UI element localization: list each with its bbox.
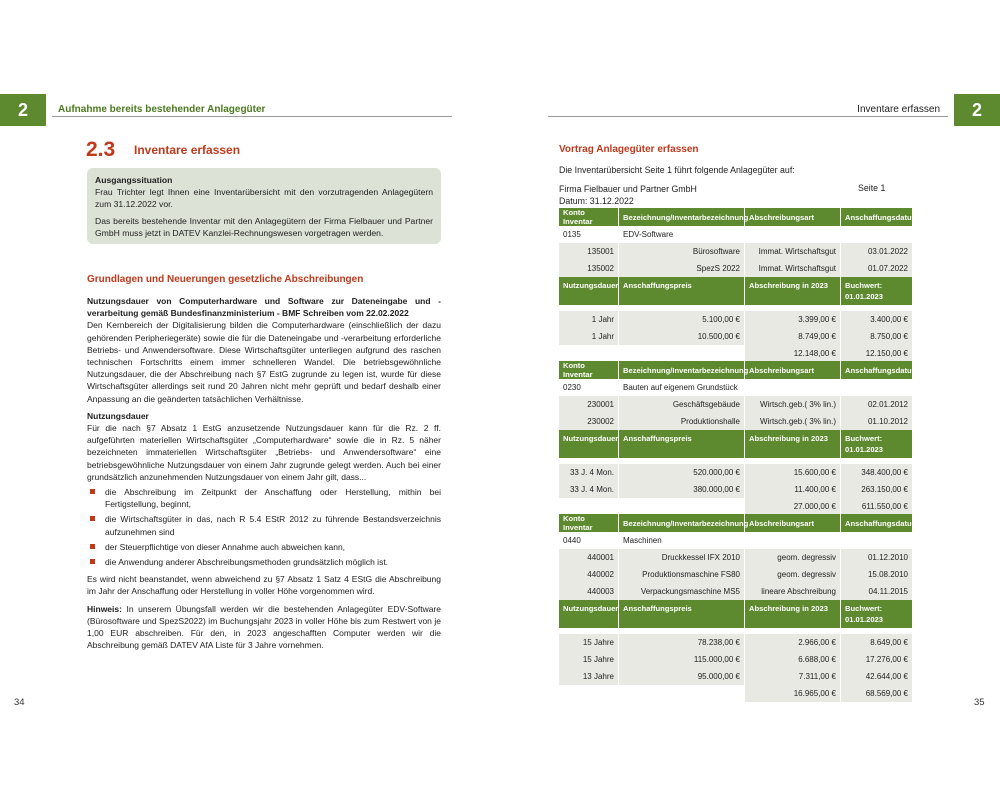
- cell: 15.08.2010: [841, 566, 913, 583]
- bullet-list: [87, 486, 441, 568]
- list-item: [87, 541, 441, 553]
- account-name: Maschinen: [619, 532, 913, 549]
- cell: 1 Jahr: [559, 328, 619, 345]
- cell: 3.399,00 €: [745, 311, 841, 328]
- table-row: [559, 413, 913, 430]
- col-header: Abschreibungsart: [745, 208, 841, 226]
- list-item-text: die Wirtschaftsgüter in das, nach R 5.4 EStR 2012 zu führende Bestandsverzeichnis aufzunehmen sind: [105, 514, 441, 537]
- list-item-text: die Abschreibung im Zeitpunkt der Anschaffung oder Herstellung, mithin bei Fertigstellung, beginnt,: [105, 487, 441, 510]
- cell: 5.100,00 €: [619, 311, 745, 328]
- sum-row: [559, 685, 913, 702]
- body-text: [87, 295, 441, 651]
- cell: geom. degressiv: [745, 566, 841, 583]
- info-box-title: Ausgangssituation: [95, 175, 173, 185]
- cell: 348.400,00 €: [841, 464, 913, 481]
- header-rule-right: [548, 116, 948, 117]
- col-header: Abschreibung in 2023: [745, 277, 841, 305]
- table-header-row-2: [559, 277, 913, 305]
- cell: 33 J. 4 Mon.: [559, 481, 619, 498]
- col-header: Buchwert: 01.01.2023: [841, 430, 913, 458]
- col-header: Bezeichnung/Inventarbezeichnung: [619, 361, 745, 379]
- table-row: [559, 396, 913, 413]
- table-header-row-2: [559, 600, 913, 628]
- cell: Wirtsch.geb.( 3% lin.): [745, 413, 841, 430]
- cell: SpezS 2022: [619, 260, 745, 277]
- cell: 01.07.2022: [841, 260, 913, 277]
- info-box: [87, 168, 441, 244]
- cell: 440003: [559, 583, 619, 600]
- bullet-square-icon: [90, 559, 95, 564]
- cell: 03.01.2022: [841, 243, 913, 260]
- account-row: [559, 532, 913, 549]
- sum-depreciation: 27.000,00 €: [745, 498, 841, 515]
- section-number: 2.3: [86, 138, 116, 161]
- account-number: 0230: [559, 379, 619, 396]
- cell: 42.644,00 €: [841, 668, 913, 685]
- hint-text: In unserem Übungsfall werden wir die bestehenden Anlagegüter EDV-Software (Bürosoftware und SpezS2022) im Buchungsjahr 2023 in voller Höhe bis zum Restwert von je 1,00 EUR abschreiben. Für den, in 2023 angeschafften Computer werden wir die Abschreibung gemäß DATEV AfA Liste für 3 Jahre vornehmen.: [87, 603, 441, 651]
- cell: Immat. Wirtschaftsgut: [745, 260, 841, 277]
- cell: 11.400,00 €: [745, 481, 841, 498]
- cell: 440002: [559, 566, 619, 583]
- cell: Wirtsch.geb.( 3% lin.): [745, 396, 841, 413]
- cell: 1 Jahr: [559, 311, 619, 328]
- header-rule-left: [52, 116, 452, 117]
- col-header: Konto Inventar: [559, 208, 619, 226]
- col-header: Nutzungsdauer: [559, 430, 619, 458]
- col-header: Nutzungsdauer: [559, 277, 619, 305]
- hint-paragraph: [87, 603, 441, 652]
- right-title: Vortrag Anlagegüter erfassen: [559, 144, 699, 155]
- cell: 2.966,00 €: [745, 634, 841, 651]
- table-row: [559, 583, 913, 600]
- col-header: Anschaffungspreis: [619, 600, 745, 628]
- cell: 440001: [559, 549, 619, 566]
- sum-row: [559, 345, 913, 362]
- cell: Verpackungsmaschine MS5: [619, 583, 745, 600]
- table-header-row: [559, 208, 913, 226]
- cell: Produktionshalle: [619, 413, 745, 430]
- cell: geom. degressiv: [745, 549, 841, 566]
- running-header-left: Aufnahme bereits bestehender Anlagegüter: [58, 104, 266, 115]
- cell: 15.600,00 €: [745, 464, 841, 481]
- cell: Bürosoftware: [619, 243, 745, 260]
- info-box-text-2: Das bereits bestehende Inventar mit den Anlagegütern der Firma Fielbauer und Partner GmbH muss jetzt in DATEV Kanzlei-Rechnungswesen vorgetragen werden.: [95, 216, 433, 238]
- table-header-row-2: [559, 430, 913, 458]
- sum-book-value: 611.550,00 €: [841, 498, 913, 515]
- chapter-tab-right: 2: [954, 94, 1000, 126]
- right-intro: Die Inventarübersicht Seite 1 führt folgende Anlagegüter auf:: [559, 165, 795, 175]
- col-header: Abschreibungsart: [745, 514, 841, 532]
- sum-row: [559, 498, 913, 515]
- col-header: Anschaffungsdatum: [841, 208, 913, 226]
- bullet-square-icon: [90, 544, 95, 549]
- col-header: Anschaffungspreis: [619, 277, 745, 305]
- col-header: Anschaffungsdatum: [841, 361, 913, 379]
- list-item: [87, 556, 441, 568]
- cell: 15 Jahre: [559, 651, 619, 668]
- table-row: [559, 549, 913, 566]
- col-header: Buchwert: 01.01.2023: [841, 600, 913, 628]
- col-header: Anschaffungspreis: [619, 430, 745, 458]
- table-row: [559, 668, 913, 685]
- cell: 33 J. 4 Mon.: [559, 464, 619, 481]
- bold-heading-2: Nutzungsdauer: [87, 410, 149, 421]
- cell: Immat. Wirtschaftsgut: [745, 243, 841, 260]
- sum-book-value: 12.150,00 €: [841, 345, 913, 362]
- cell: 6.688,00 €: [745, 651, 841, 668]
- section-title: Inventare erfassen: [134, 143, 241, 157]
- cell: 8.649,00 €: [841, 634, 913, 651]
- col-header: Anschaffungsdatum: [841, 514, 913, 532]
- cell: 8.750,00 €: [841, 328, 913, 345]
- cell: 17.276,00 €: [841, 651, 913, 668]
- col-header: Konto Inventar: [559, 361, 619, 379]
- page-number-left: 34: [14, 697, 25, 708]
- cell: 01.12.2010: [841, 549, 913, 566]
- inventory-table-0135: [559, 208, 919, 362]
- col-header: Nutzungsdauer: [559, 600, 619, 628]
- account-name: EDV-Software: [619, 226, 913, 243]
- col-header: Konto Inventar: [559, 514, 619, 532]
- cell: Geschäftsgebäude: [619, 396, 745, 413]
- cell: 13 Jahre: [559, 668, 619, 685]
- cell: 7.311,00 €: [745, 668, 841, 685]
- bullet-square-icon: [90, 489, 95, 494]
- inventory-date: Datum: 31.12.2022: [559, 196, 634, 206]
- cell: 380.000,00 €: [619, 481, 745, 498]
- cell: 78.238,00 €: [619, 634, 745, 651]
- page-number-right: 35: [974, 697, 985, 708]
- sum-book-value: 68.569,00 €: [841, 685, 913, 702]
- list-item-text: der Steuerpflichtige von dieser Annahme auch abweichen kann,: [105, 541, 346, 552]
- table-row: [559, 260, 913, 277]
- col-header: Bezeichnung/Inventarbezeichnung: [619, 208, 745, 226]
- chapter-tab-left: 2: [0, 94, 46, 126]
- firm-block: [559, 183, 889, 207]
- cell: Produktionsmaschine FS80: [619, 566, 745, 583]
- cell: 02.01.2012: [841, 396, 913, 413]
- cell: 520.000,00 €: [619, 464, 745, 481]
- cell: 8.749,00 €: [745, 328, 841, 345]
- table-header-row: [559, 514, 913, 532]
- cell: 230002: [559, 413, 619, 430]
- sheet-page-label: Seite 1: [858, 183, 886, 193]
- table-row: [559, 634, 913, 651]
- cell: 01.10.2012: [841, 413, 913, 430]
- cell: 10.500,00 €: [619, 328, 745, 345]
- hint-label: Hinweis:: [87, 603, 122, 614]
- table-row: [559, 328, 913, 345]
- cell: 15 Jahre: [559, 634, 619, 651]
- col-header: Bezeichnung/Inventarbezeichnung: [619, 514, 745, 532]
- col-header: Abschreibung in 2023: [745, 600, 841, 628]
- table-row: [559, 481, 913, 498]
- info-box-text-1: Frau Trichter legt Ihnen eine Inventarübersicht mit den vorzutragenden Anlagegütern zum 31.12.2022 vor.: [95, 187, 433, 209]
- table-row: [559, 464, 913, 481]
- cell: 135001: [559, 243, 619, 260]
- list-item: [87, 513, 441, 537]
- cell: 135002: [559, 260, 619, 277]
- bold-heading-1: Nutzungsdauer von Computerhardware und Software zur Dateneingabe und -verarbeitung gemäß Bundesfinanzministerium - BMF Schreiben vom 22.02.2022: [87, 296, 441, 319]
- table-row: [559, 243, 913, 260]
- paragraph-2: Für die nach §7 Absatz 1 EstG anzusetzende Nutzungsdauer kann für die Rz. 2 ff. aufgeführten materiellen Wirtschaftsgüter „Computerhardware“ sowie die in Rz. 5 näher bezeichneten immateriellen Wirtschaftsgüter „Betriebs- und Anwendersoftware“ eine betriebsgewöhnliche Nutzungsdauer von einem Jahr zugrunde gelegt werden. Auch bei einer grundsätzlich anzunehmenden Nutzungsdauer von einem Jahr gilt, dass...: [87, 423, 441, 482]
- inventory-table-0440: [559, 514, 919, 702]
- inventory-table-0230: [559, 361, 919, 515]
- cell: Druckkessel IFX 2010: [619, 549, 745, 566]
- account-row: [559, 379, 913, 396]
- table-header-row: [559, 361, 913, 379]
- sum-depreciation: 16.965,00 €: [745, 685, 841, 702]
- table-row: [559, 566, 913, 583]
- cell: 04.11.2015: [841, 583, 913, 600]
- cell: 115.000,00 €: [619, 651, 745, 668]
- table-row: [559, 311, 913, 328]
- account-row: [559, 226, 913, 243]
- paragraph-3: Es wird nicht beanstandet, wenn abweichend zu §7 Absatz 1 Satz 4 EStG die Abschreibung im Jahr der Anschaffung oder Herstellung in voller Höhe vorgenommen wird.: [87, 574, 441, 597]
- subheading: Grundlagen und Neuerungen gesetzliche Abschreibungen: [87, 274, 364, 285]
- bullet-square-icon: [90, 516, 95, 521]
- col-header: Abschreibungsart: [745, 361, 841, 379]
- list-item-text: die Anwendung anderer Abschreibungsmethoden grundsätzlich möglich ist.: [105, 557, 389, 568]
- cell: 3.400,00 €: [841, 311, 913, 328]
- col-header: Abschreibung in 2023: [745, 430, 841, 458]
- table-row: [559, 651, 913, 668]
- cell: 230001: [559, 396, 619, 413]
- cell: lineare Abschreibung: [745, 583, 841, 600]
- account-name: Bauten auf eigenem Grundstück: [619, 379, 913, 396]
- firm-name: Firma Fielbauer und Partner GmbH: [559, 184, 697, 194]
- cell: 263.150,00 €: [841, 481, 913, 498]
- account-number: 0440: [559, 532, 619, 549]
- list-item: [87, 486, 441, 510]
- sum-depreciation: 12.148,00 €: [745, 345, 841, 362]
- cell: 95.000,00 €: [619, 668, 745, 685]
- col-header: Buchwert: 01.01.2023: [841, 277, 913, 305]
- paragraph-1: Den Kernbereich der Digitalisierung bilden die Computerhardware (einschließlich der dazu gehörenden Peripheriegeräte) sowie die für die Dateneingabe und -verarbeitung erforderliche Betriebs- und Anwendersoftware. Diese Wirtschaftsgüter unterliegen aufgrund des raschen technischen Fortschritts einem immer schnelleren Wandel. Die betriebsgewöhnliche Nutzungsdauer, die der Abschreibung nach §7 EstG zugrunde zu legen ist, wurde für diese Wirtschaftsgüter allerdings seit rund 20 Jahren nicht mehr geprüft und bedarf deshalb einer Anpassung an die geänderten tatsächlichen Verhältnisse.: [87, 320, 441, 404]
- account-number: 0135: [559, 226, 619, 243]
- running-header-right: Inventare erfassen: [857, 104, 940, 115]
